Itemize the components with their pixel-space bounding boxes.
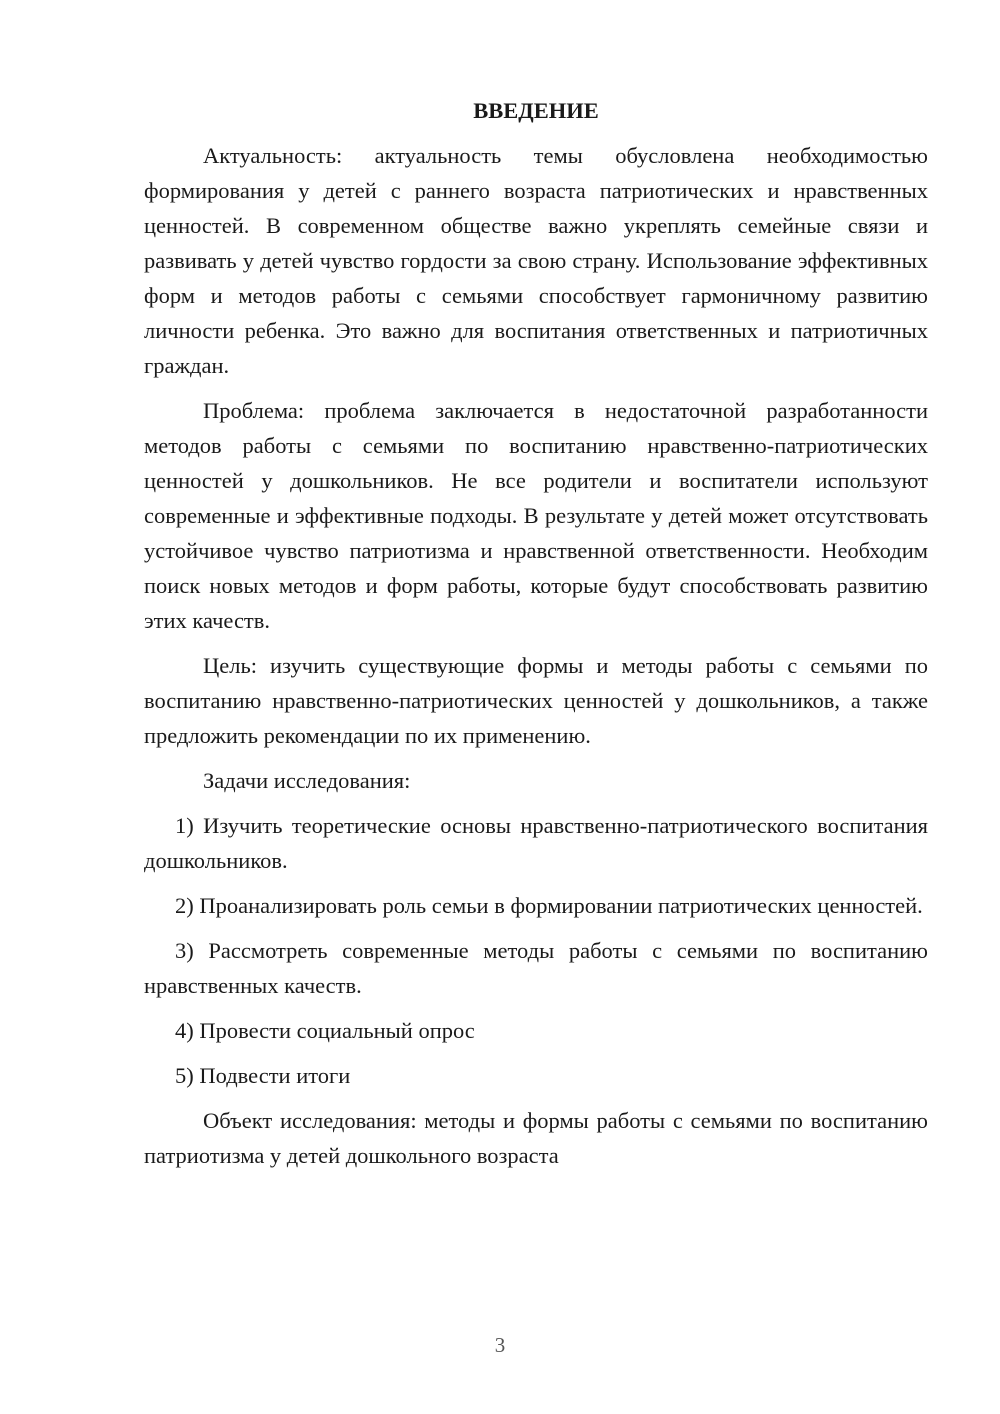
goal-paragraph: Цель: изучить существующие формы и методы работы с семьями по воспитанию нравственно-патриотических ценностей у дошкольников, а также предложить рекомендации по их применению.: [144, 653, 928, 748]
problem-paragraph: Проблема: проблема заключается в недостаточной разработанности методов работы с семьями по воспитанию нравственно-патриотических ценностей у дошкольников. Не все родители и воспитатели используют современные и эффективные подходы. В результате у детей может отсутствовать устойчивое чувство патриотизма и нравственной ответственности. Необходим поиск новых методов и форм работы, которые будут способствовать развитию этих качеств.: [144, 398, 928, 633]
task-item: 5) Подвести итоги: [175, 1063, 351, 1088]
task-item: 4) Провести социальный опрос: [175, 1018, 475, 1043]
task-item: 3) Рассмотреть современные методы работы с семьями по воспитанию нравственных качеств.: [144, 938, 928, 998]
object-paragraph: Объект исследования: методы и формы работы с семьями по воспитанию патриотизма у детей дошкольного возраста: [144, 1108, 928, 1168]
task-item: 1) Изучить теоретические основы нравственно-патриотического воспитания дошкольников.: [144, 813, 928, 873]
task-item: 2) Проанализировать роль семьи в формировании патриотических ценностей.: [175, 893, 923, 918]
document-body: [144, 96, 928, 1183]
relevance-paragraph: Актуальность: актуальность темы обусловлена необходимостью формирования у детей с раннего возраста патриотических и нравственных ценностей. В современном обществе важно укреплять семейные связи и развивать у детей чувство гордости за свою страну. Использование эффективных форм и методов работы с семьями способствует гармоничному развитию личности ребенка. Это важно для воспитания ответственных и патриотичных граждан.: [144, 143, 928, 378]
tasks-heading: Задачи исследования:: [203, 768, 411, 793]
page-number: 3: [494, 1333, 506, 1357]
section-title: ВВЕДЕНИЕ: [473, 98, 599, 123]
